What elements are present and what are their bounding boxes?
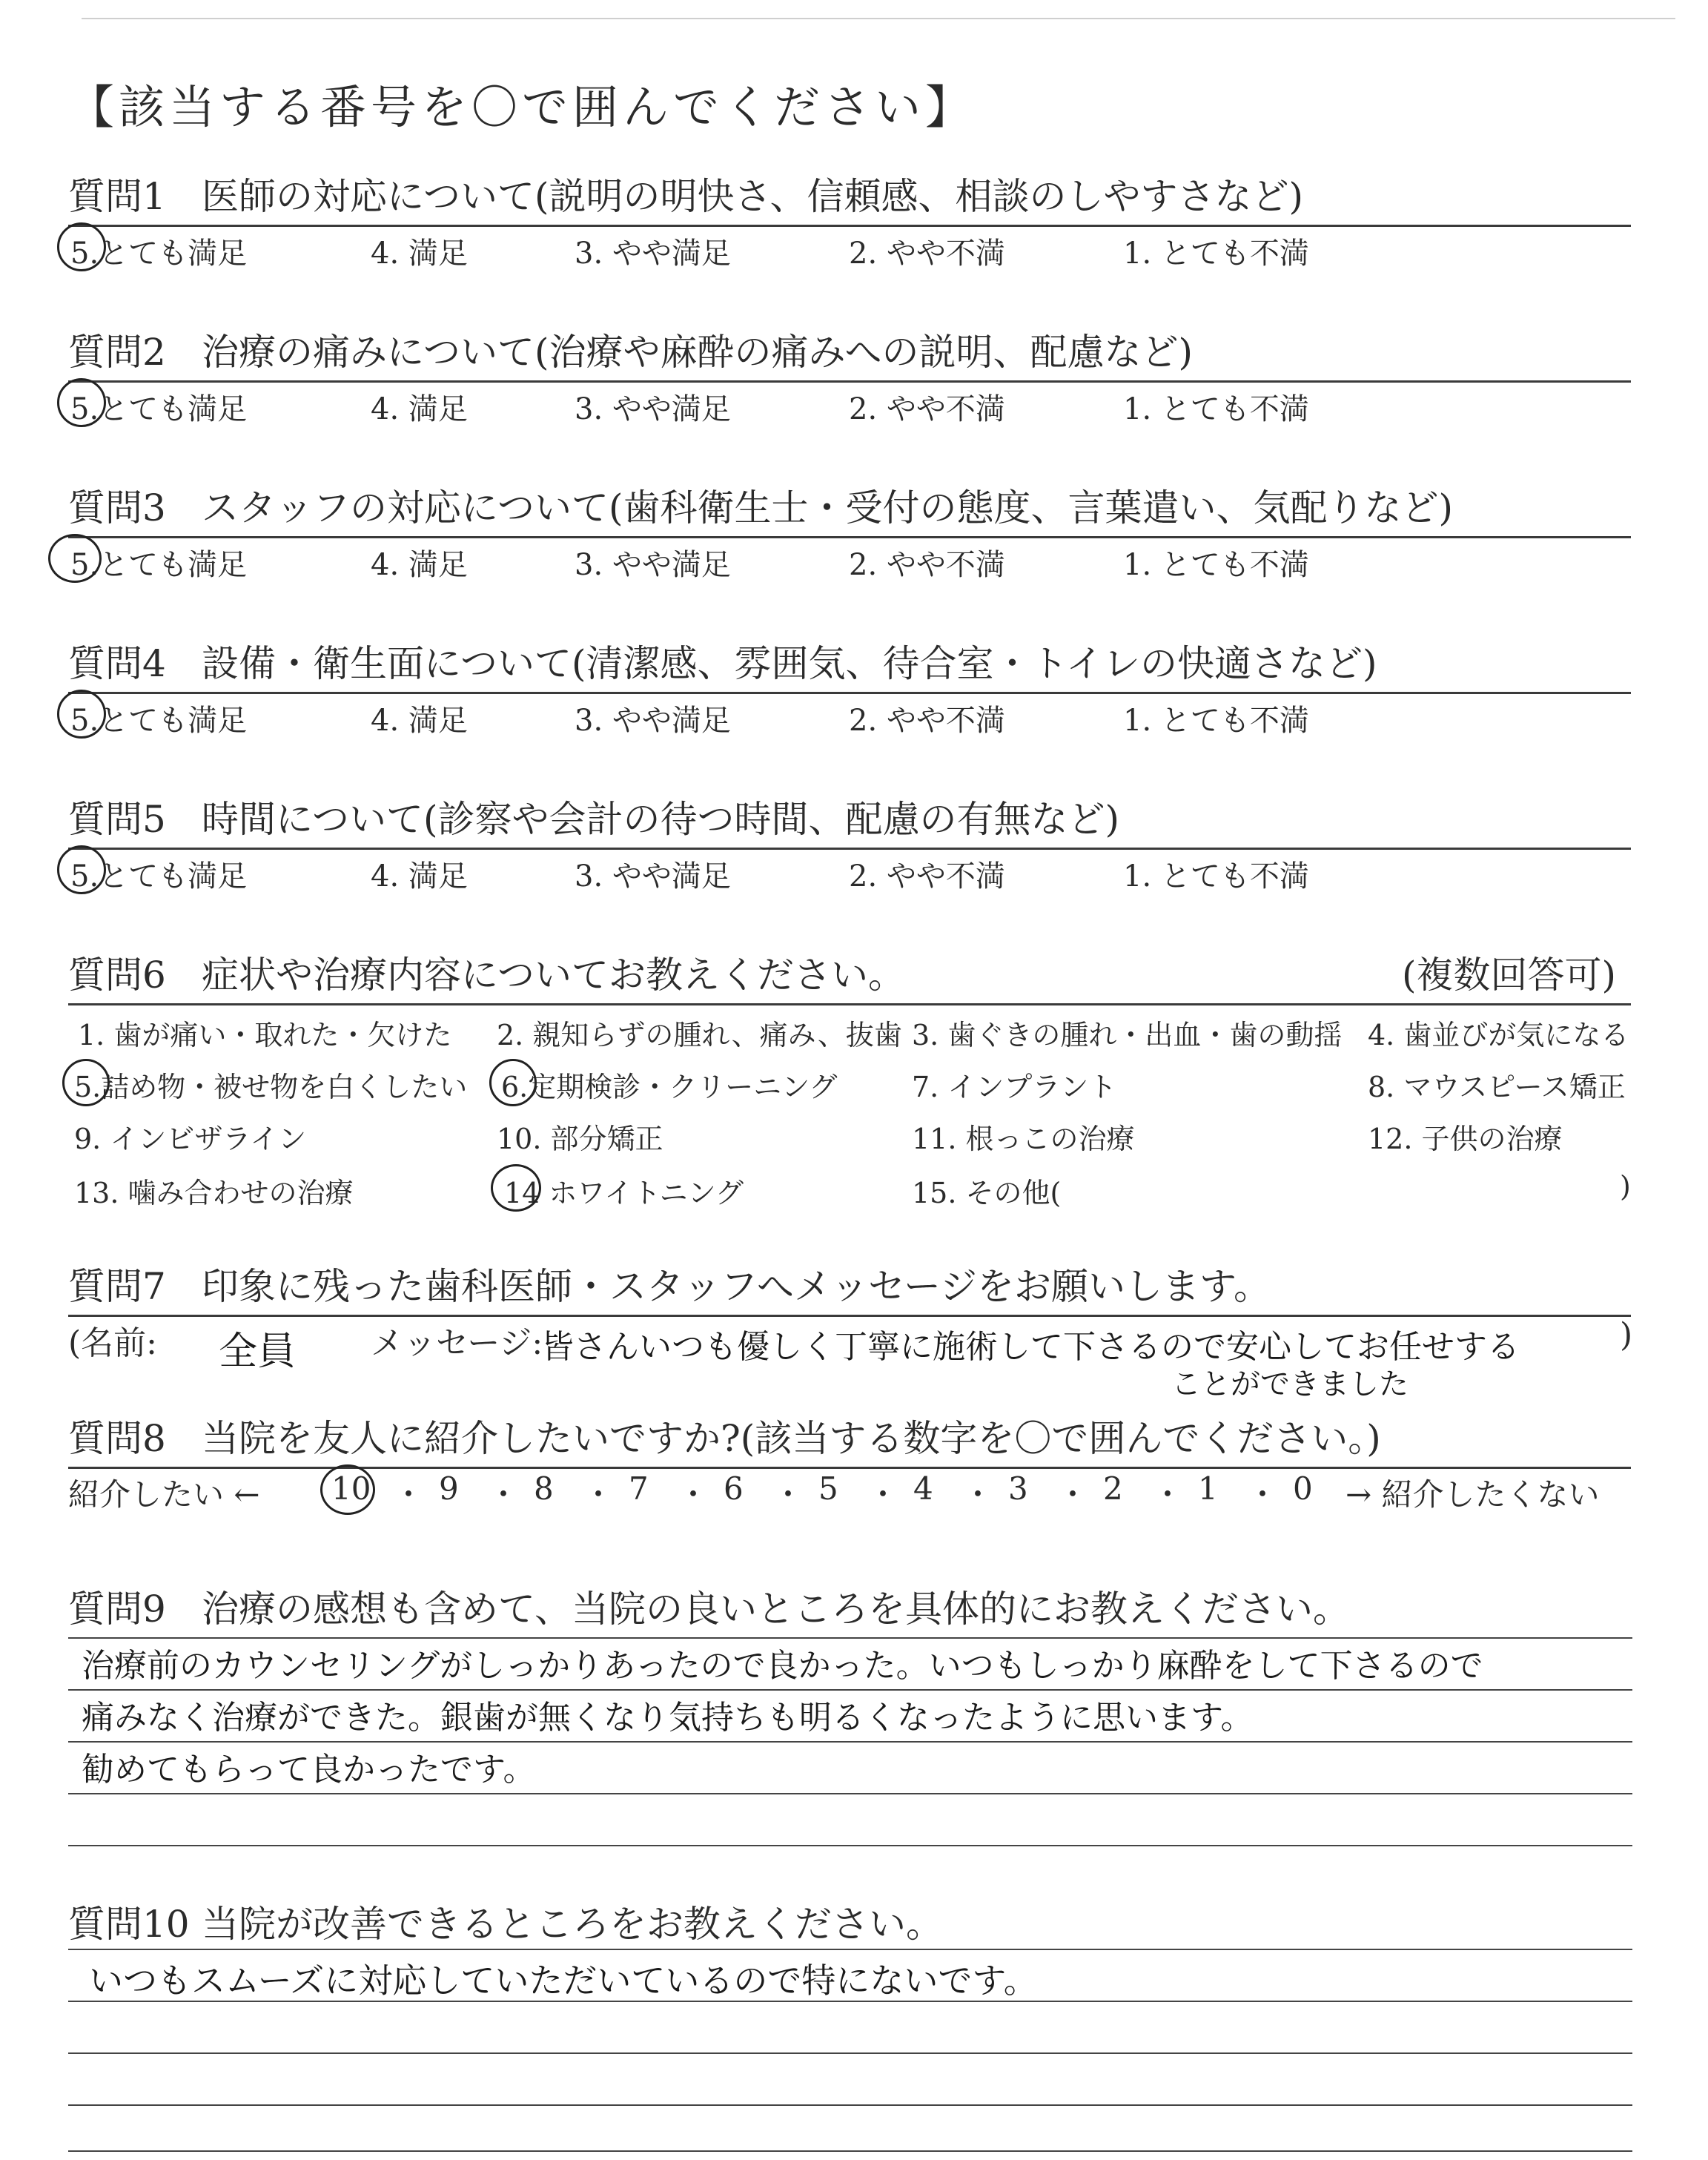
q6-item-14[interactable]: 14 ホワイトニング [504,1177,744,1209]
selection-circle [57,222,106,271]
q6-item-1[interactable]: 1. 歯が痛い・取れた・欠けた [78,1019,452,1051]
question-text: 当院を友人に紹介したいですか?(該当する数字を〇で囲んでください。) [202,1417,1381,1460]
answer-line [68,1845,1632,1846]
option-5[interactable]: 5.とても満足 [70,548,248,582]
question-1 [68,167,1631,227]
question-text: 時間について(診察や会計の待つ時間、配慮の有無など) [202,798,1120,841]
question-number: 質問7 [68,1265,166,1308]
question-text: 医師の対応について(説明の明快さ、信頼感、相談のしやすさなど) [202,175,1304,218]
scale-5[interactable]: 5 [818,1470,838,1507]
message-label: メッセージ: [371,1324,543,1362]
scale-dot: ・ [1247,1476,1279,1513]
question-10 [68,1895,1631,1952]
option-5[interactable]: 5.とても満足 [70,237,248,271]
message-line-1[interactable]: 皆さんいつも優しく丁寧に施術して下さるので安心してお任せする [541,1328,1520,1366]
scale-dot: ・ [393,1476,425,1513]
option-2[interactable]: 2. やや不満 [849,548,1005,582]
q6-item-4[interactable]: 4. 歯並びが気になる [1368,1019,1629,1051]
option-3[interactable]: 3. やや満足 [575,237,731,271]
selection-circle [491,1164,541,1212]
option-1[interactable]: 1. とても不満 [1123,237,1309,271]
selection-circle [62,1059,110,1106]
question-text: 症状や治療内容についてお教えください。 [202,954,905,997]
option-3[interactable]: 3. やや満足 [575,704,731,738]
scale-0[interactable]: 0 [1293,1470,1313,1507]
selection-circle [489,1059,537,1106]
scale-10[interactable]: 10 [331,1470,371,1507]
q6-item-7[interactable]: 7. インプラント [912,1071,1117,1103]
name-label: (名前: [68,1324,157,1362]
question-number: 質問2 [68,331,166,374]
option-5[interactable]: 5.とても満足 [70,859,248,894]
scale-1[interactable]: 1 [1198,1470,1218,1507]
q10-answer-line-1[interactable]: いつもスムーズに対応していただいているので特にないです。 [89,1961,1038,2001]
question-text: 治療の感想も含めて、当院の良いところを具体的にお教えください。 [202,1588,1350,1631]
answer-line [68,2052,1632,2054]
selection-circle [57,378,106,427]
scale-dot: ・ [867,1476,899,1513]
question-number: 質問9 [68,1588,166,1631]
question-4 [68,634,1631,694]
question-6 [68,945,1631,1005]
option-2[interactable]: 2. やや不満 [849,704,1005,738]
scale-9[interactable]: 9 [439,1470,459,1507]
option-2[interactable]: 2. やや不満 [849,859,1005,894]
question-number: 質問4 [68,642,166,685]
question-4-options [70,697,1635,742]
answer-line [68,2104,1632,2106]
selection-circle [57,845,106,894]
option-4[interactable]: 4. 満足 [371,859,468,894]
q6-other-close: ) [1620,1170,1631,1203]
scale-dot: ・ [583,1476,615,1513]
scale-dot: ・ [1152,1476,1184,1513]
question-number: 質問6 [68,954,166,997]
question-8 [68,1409,1631,1469]
q6-item-5[interactable]: 5.詰め物・被せ物を白くしたい [74,1071,468,1103]
question-3-options [70,541,1635,586]
option-4[interactable]: 4. 満足 [371,237,468,271]
option-3[interactable]: 3. やや満足 [575,548,731,582]
answer-line [68,1793,1632,1794]
scale-dot: ・ [678,1476,709,1513]
question-number: 質問10 [68,1903,190,1946]
scale-dot: ・ [962,1476,994,1513]
option-1[interactable]: 1. とても不満 [1123,392,1309,426]
option-4[interactable]: 4. 満足 [371,548,468,582]
q6-item-3[interactable]: 3. 歯ぐきの腫れ・出血・歯の動揺 [912,1019,1343,1051]
option-1[interactable]: 1. とても不満 [1123,704,1309,738]
top-border [82,18,1675,19]
scale-dot: ・ [772,1476,804,1513]
selection-circle [48,534,102,583]
scale-8[interactable]: 8 [534,1470,554,1507]
question-text: スタッフの対応について(歯科衛生士・受付の態度、言葉遣い、気配りなど) [202,486,1454,529]
q6-item-9[interactable]: 9. インビザライン [74,1123,307,1155]
message-close: ) [1620,1316,1633,1354]
q9-answer-line-3[interactable]: 勧めてもらって良かったです。 [82,1751,536,1789]
question-7 [68,1257,1631,1317]
q9-answer-line-1[interactable]: 治療前のカウンセリングがしっかりあったので良かった。いつもしっかり麻酔をして下さるので [82,1647,1483,1685]
question-text: 印象に残った歯科医師・スタッフへメッセージをお願いします。 [202,1265,1271,1308]
q6-item-8[interactable]: 8. マウスピース矯正 [1368,1071,1626,1103]
recommend-label: 紹介したい ← [68,1476,260,1513]
q6-item-2[interactable]: 2. 親知らずの腫れ、痛み、抜歯 [497,1019,902,1051]
q6-item-10[interactable]: 10. 部分矯正 [497,1123,663,1155]
question-number: 質問8 [68,1417,166,1460]
q6-item-11[interactable]: 11. 根っこの治療 [912,1123,1135,1155]
answer-line [68,2150,1632,2152]
not-recommend-label: → 紹介したくない [1345,1476,1600,1513]
question-number: 質問1 [68,175,166,218]
question-3 [68,478,1631,538]
message-line-2[interactable]: ことができました [1171,1367,1409,1401]
question-5 [68,790,1631,850]
q9-answer-line-2[interactable]: 痛みなく治療ができた。銀歯が無くなり気持ちも明るくなったように思います。 [82,1699,1254,1737]
scale-6[interactable]: 6 [724,1470,744,1507]
option-1[interactable]: 1. とても不満 [1123,859,1309,894]
scale-3[interactable]: 3 [1008,1470,1028,1507]
question-2-options [70,386,1635,430]
selection-circle [320,1464,375,1515]
page-header: 【該当する番号を〇で囲んでください】 [68,80,976,134]
answer-line [68,1949,1632,1950]
scale-4[interactable]: 4 [913,1470,933,1507]
selection-circle [57,690,106,739]
question-text: 治療の痛みについて(治療や麻酔の痛みへの説明、配慮など) [202,331,1194,374]
q6-item-15[interactable]: 15. その他( [912,1177,1062,1209]
q6-item-12[interactable]: 12. 子供の治療 [1368,1123,1563,1155]
option-2[interactable]: 2. やや不満 [849,392,1005,426]
question-text: 当院が改善できるところをお教えください。 [202,1903,943,1946]
question-9 [68,1579,1631,1637]
question-number: 質問5 [68,798,166,841]
q6-item-6[interactable]: 6.定期検診・クリーニング [501,1071,838,1103]
option-4[interactable]: 4. 満足 [371,704,468,738]
option-5[interactable]: 5.とても満足 [70,704,248,738]
scale-2[interactable]: 2 [1103,1470,1123,1507]
question-5-options [70,853,1635,897]
question-text: 設備・衛生面について(清潔感、雰囲気、待合室・トイレの快適さなど) [202,642,1377,685]
scale-dot: ・ [1057,1476,1089,1513]
q6-item-13[interactable]: 13. 噛み合わせの治療 [74,1177,354,1209]
scale-dot: ・ [488,1476,520,1513]
multiple-answer-note: (複数回答可) [1401,954,1616,997]
question-1-options [70,230,1635,274]
option-1[interactable]: 1. とても不満 [1123,548,1309,582]
option-4[interactable]: 4. 満足 [371,392,468,426]
option-5[interactable]: 5.とても満足 [70,392,248,426]
name-value[interactable]: 全員 [219,1330,297,1374]
option-3[interactable]: 3. やや満足 [575,392,731,426]
option-3[interactable]: 3. やや満足 [575,859,731,894]
option-2[interactable]: 2. やや不満 [849,237,1005,271]
scale-7[interactable]: 7 [629,1470,649,1507]
question-2 [68,323,1631,383]
question-number: 質問3 [68,486,166,529]
